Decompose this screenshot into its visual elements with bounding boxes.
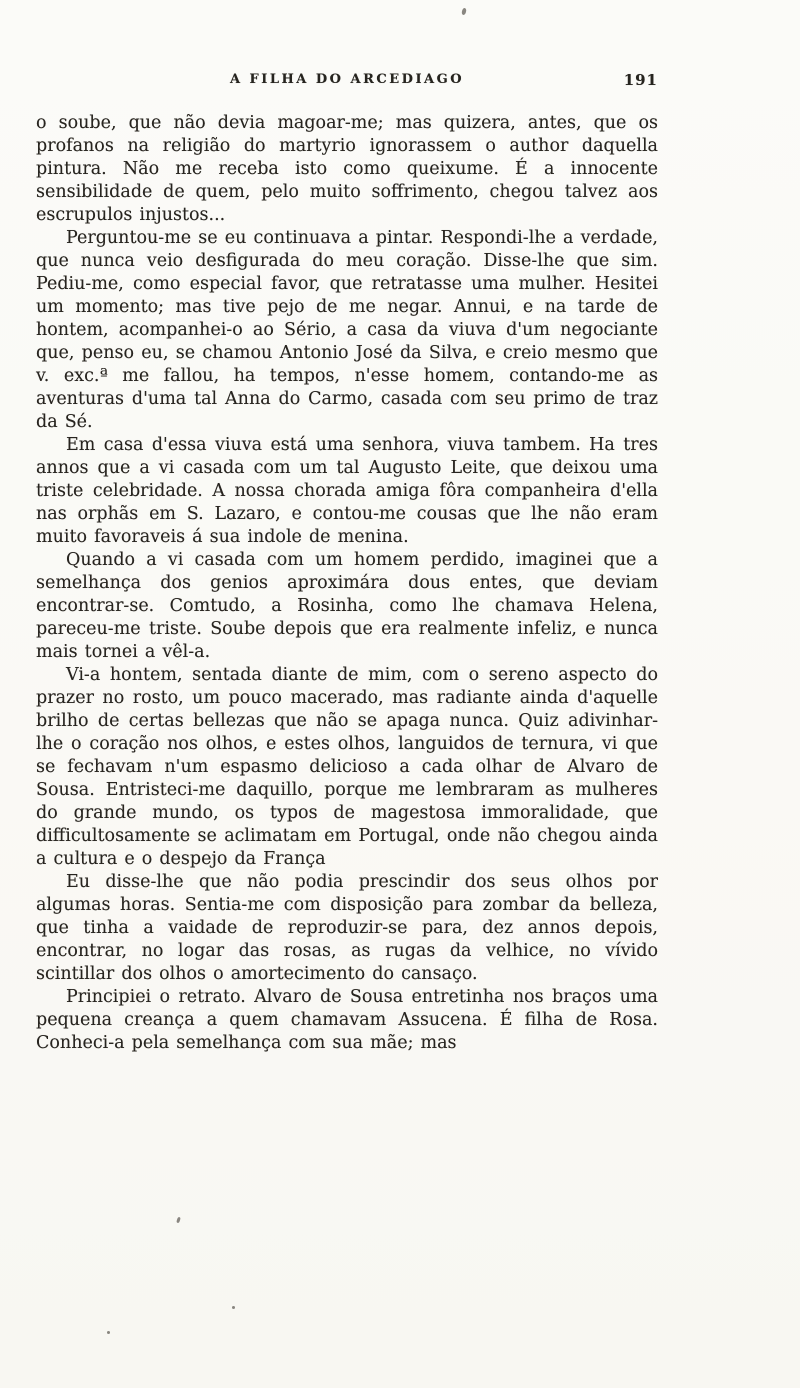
paragraph: Principiei o retrato. Alvaro de Sousa entretinha nos braços uma pequena creança a quem chamavam Assucena. É filha de Rosa. Conheci-a pela semelhança com sua mãe; mas bbox=[36, 987, 658, 1053]
scan-speck bbox=[232, 1306, 235, 1309]
running-title: A FILHA DO ARCEDIAGO bbox=[229, 72, 465, 87]
paragraph: Quando a vi casada com um homem perdido, imaginei que a semelhança dos genios aproximára dous entes, que deviam encontrar-se. Comtudo, a Rosinha, como lhe chamava Helena, pareceu-me triste. Soube depois que era realmente infeliz, e nunca mais tornei a vêl-a. bbox=[36, 550, 658, 662]
page-number: 191 bbox=[623, 71, 658, 89]
paragraph: Eu disse-lhe que não podia prescindir dos seus olhos por algumas horas. Sentia-me com disposição para zombar da belleza, que tinha a vaidade de reproduzir-se para, dez annos depois, encontrar, no logar das rosas, as rugas da velhice, no vívido scintillar dos olhos o amortecimento do cansaço. bbox=[36, 872, 658, 984]
paragraph: Perguntou-me se eu continuava a pintar. Respondi-lhe a verdade, que nunca veio desfigurada do meu coração. Disse-lhe que sim. Pediu-me, como especial favor, que retratasse uma mulher. Hesitei um momento; mas tive pejo de me negar. Annui, e na tarde de hontem, acompanhei-o ao Sério, a casa da viuva d'um negociante que, penso eu, se chamou Antonio José da Silva, e creio mesmo que v. exc.ª me fallou, ha tempos, n'esse homem, contando-me as aventuras d'uma tal Anna do Carmo, casada com seu primo de traz da Sé. bbox=[36, 228, 658, 432]
paragraph: Em casa d'essa viuva está uma senhora, viuva tambem. Ha tres annos que a vi casada com um tal Augusto Leite, que deixou uma triste celebridade. A nossa chorada amiga fôra companheira d'ella nas orphãs em S. Lazaro, e contou-me cousas que lhe não eram muito favoraveis á sua indole de menina. bbox=[36, 435, 658, 547]
text-block bbox=[36, 72, 658, 1055]
scan-speck bbox=[176, 1217, 181, 1224]
page-header bbox=[36, 72, 658, 92]
page-body bbox=[36, 112, 658, 1055]
scan-speck bbox=[461, 8, 467, 16]
scan-speck bbox=[107, 1331, 110, 1334]
paragraph: Vi-a hontem, sentada diante de mim, com o sereno aspecto do prazer no rosto, um pouco macerado, mas radiante ainda d'aquelle brilho de certas bellezas que não se apaga nunca. Quiz adivinhar-lhe o coração nos olhos, e estes olhos, languidos de ternura, vi que se fechavam n'um espasmo delicioso a cada olhar de Alvaro de Sousa. Entristeci-me daquillo, porque me lembraram as mulheres do grande mundo, os typos de magestosa immoralidade, que difficultosamente se aclimatam em Portugal, onde não chegou ainda a cultura e o despejo da França bbox=[36, 665, 658, 869]
paragraph: o soube, que não devia magoar-me; mas quizera, antes, que os profanos na religião do martyrio ignorassem o author daquella pintura. Não me receba isto como queixume. É a innocente sensibilidade de quem, pelo muito soffrimento, chegou talvez aos escrupulos injustos... bbox=[36, 113, 658, 225]
